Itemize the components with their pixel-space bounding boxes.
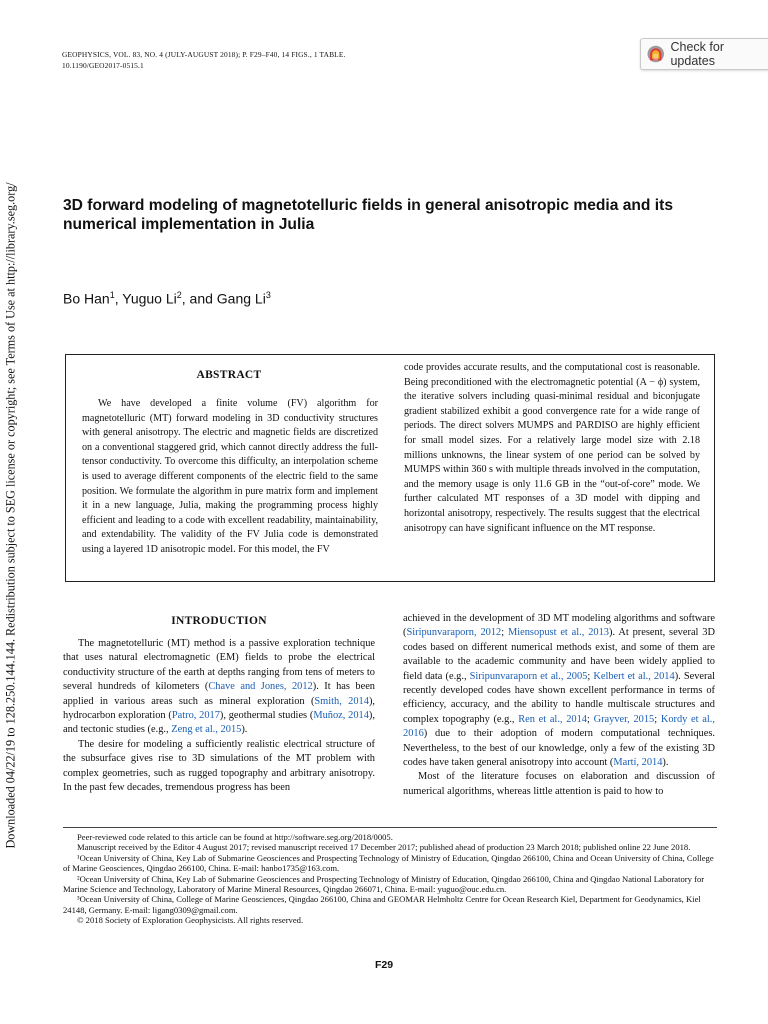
citation-link[interactable]: Zeng et al., 2015 — [171, 724, 242, 736]
affiliation-2: ²Ocean University of China, Key Lab of Submarine Geosciences and Prospecting Technology of Ministry of Education, Qingdao 266100, China and Qingdao National Laboratory for Marine Science and Technology, Laboratory of Marine Mineral Resources, Qingdao 266071, China. E-mail: yuguo@ouc.edu.cn. — [63, 873, 705, 895]
paragraph-text: ). At present, several 3D codes based on different numerical methods exist, and some of them are available to the academic community and have been widely applied to field data (e.g., — [403, 627, 715, 682]
paragraph-text: ). Several recently developed codes have shown excellent performance in terms of efficiency, accuracy, and the ability to handle multiscale structures and complex topography (e.g., — [403, 670, 715, 725]
section-heading-introduction: INTRODUCTION — [171, 615, 267, 627]
download-notice-text: Downloaded 04/22/19 to 128.250.144.144. Redistribution subject to SEG license or copyright; see Terms of Use at http://library.seg.org/ — [3, 181, 18, 849]
citation-link[interactable]: Smith, 2014 — [314, 695, 369, 707]
author-affiliation: 2 — [176, 290, 182, 300]
paragraph-text: ). It has been applied in various areas such as mineral exploration ( — [63, 681, 376, 707]
page-number: F29 — [374, 959, 394, 971]
paragraph-text: ). — [662, 757, 669, 769]
journal-citation: GEOPHYSICS, VOL. 83, NO. 4 (JULY-AUGUST 2018); P. F29–F40, 14 FIGS., 1 TABLE. — [62, 50, 346, 59]
citation-link[interactable]: Miensopust et al., 2013 — [507, 627, 609, 639]
author-separator: , and — [181, 290, 217, 307]
citation-link[interactable]: Patro, 2017 — [171, 710, 220, 722]
citation-link[interactable]: Siripunvaraporn et al., 2005 — [469, 670, 588, 682]
crossmark-icon — [647, 45, 664, 63]
journal-header — [62, 50, 346, 71]
abstract-box — [65, 354, 715, 582]
paragraph-group — [63, 637, 375, 795]
citation-link[interactable]: Grayver, 2015 — [593, 713, 655, 725]
author-name: Yuguo Li — [122, 290, 177, 307]
body-column-right — [403, 612, 715, 799]
check-for-updates-button[interactable] — [640, 38, 768, 70]
paragraph-text: ), and tectonic studies (e.g., — [63, 710, 375, 736]
footnotes — [63, 827, 717, 926]
citation-link[interactable]: Siripunvaraporn, 2012 — [406, 627, 502, 639]
paragraph-text: ; — [587, 670, 594, 682]
manuscript-history: Manuscript received by the Editor 4 August 2017; revised manuscript received 17 December 2017; published ahead of production 23 March 2018; published online 22 June 2018. — [77, 842, 691, 853]
paragraph-text: The desire for modeling a sufficiently realistic electrical structure of the subsurface gives rise to 3D simulations of the MT problem with complex geometries, such as rugged topography and arbitrary anisotropy. In the past few decades, tremendous progress has been — [63, 738, 375, 794]
author-name: Bo Han — [63, 290, 110, 307]
body-paragraph — [63, 738, 375, 796]
affiliation-3: ³Ocean University of China, College of Marine Geosciences, Qingdao 266100, China and GEOMAR Helmholtz Centre for Ocean Research Kiel, Department for Geodynamics, Kiel 24148, Germany. E-mail: ligang0309@gmail.com. — [63, 894, 701, 915]
abstract-heading: ABSTRACT — [196, 369, 262, 381]
paragraph-text: The magnetotelluric (MT) method is a passive exploration technique that uses natural electromagnetic (EM) fields to probe the electrical conductivity structure of the earth at depths ranging from tens of meters to several hundreds of kilometers ( — [63, 638, 375, 693]
abstract-text-left: We have developed a finite volume (FV) algorithm for magnetotelluric (MT) forward modeling in 3D conductivity structures with general anisotropy. The electric and magnetic fields are discretized on a conventional staggered grid, which cannot directly address the full-tensor conductivity. To overcome this difficulty, an interpolation scheme is used to average different components of the electric field to the same position. We formulate the algorithm in pure matrix form and implement it in a new language, Julia, making the programming process highly efficient and leading to a code with excellent readability, maintainability, and extendability. The validity of the FV Julia code is demonstrated using a layered 1D anisotropic model. For this model, the FV — [82, 398, 378, 555]
paragraph-text: Most of the literature focuses on elaboration and discussion of numerical algorithms, whereas little attention is paid to how to — [403, 771, 715, 797]
paragraph-text: ; — [654, 713, 661, 725]
paragraph-text: ), geothermal studies ( — [219, 710, 314, 722]
affiliation-1: ¹Ocean University of China, Key Lab of Submarine Geosciences and Prospecting Technology of Ministry of Education, Qingdao 266100, China and Ocean University of China, College of Marine Geosciences, Qingdao 266100, China. E-mail: hanbo1735@163.com. — [63, 852, 714, 874]
check-for-updates-label: Check for updates — [670, 40, 724, 68]
paragraph-text: ; — [586, 713, 594, 725]
paragraph-text: achieved in the development of 3D MT modeling algorithms and software ( — [403, 613, 715, 639]
author-list — [63, 290, 271, 307]
code-availability-note: Peer-reviewed code related to this article can be found at http://software.seg.org/2018/0005. — [77, 832, 393, 842]
author-affiliation: 3 — [265, 290, 271, 300]
paragraph-text: ; — [501, 627, 508, 639]
citation-link[interactable]: Muñoz, 2014 — [313, 710, 369, 722]
citation-link[interactable]: Kordy et al., 2016 — [403, 713, 715, 740]
citation-link[interactable]: Ren et al., 2014 — [518, 713, 587, 725]
paragraph-text: ) due to their adoption of modern computational techniques. Nevertheless, to the best of our knowledge, only a few of the existing 3D codes have taken general anisotropy into account ( — [403, 728, 715, 769]
download-notice — [3, 150, 19, 880]
copyright-notice: © 2018 Society of Exploration Geophysicists. All rights reserved. — [77, 915, 304, 926]
paragraph-group — [403, 612, 715, 799]
citation-link[interactable]: Chave and Jones, 2012 — [208, 681, 313, 693]
body-paragraph — [63, 637, 375, 738]
citation-link[interactable]: Kelbert et al., 2014 — [593, 670, 675, 682]
citation-link[interactable]: Martí, 2014 — [613, 757, 663, 769]
paragraph-text: ). — [241, 724, 248, 736]
author-affiliation: 1 — [109, 290, 115, 300]
article-title: 3D forward modeling of magnetotelluric fields in general anisotropic media and its numerical implementation in Julia — [63, 197, 673, 233]
abstract-text-right: code provides accurate results, and the computational cost is reasonable. Being preconditioned with the electromagnetic potential (A − ϕ) system, the iterative solvers including quasi-minimal residual and biconjugate gradient stabilized exhibit a good convergence rate for a wide range of periods. The direct solvers MUMPS and PARDISO are highly efficient for small model sizes. For a relatively large model size with 2.18 millions unknowns, the linear system of one period can be solved by MUMPS within 360 s with multiple threads involved in the computation, and the memory usage is only 11.6 GB in the “out-of-core” mode. We further calculated MT responses of a 3D model with dipping and horizontal anisotropy, respectively. The results suggest that the electrical anisotropy can have significant influence on the MT response. — [404, 362, 700, 534]
body-column-left — [63, 612, 375, 795]
doi: 10.1190/GEO2017-0515.1 — [62, 60, 144, 70]
body-paragraph — [403, 770, 715, 799]
paragraph-text: ), hydrocarbon exploration ( — [63, 695, 376, 722]
author-name: Gang Li — [216, 290, 266, 307]
author-separator: , — [114, 290, 123, 307]
body-paragraph — [403, 612, 715, 770]
